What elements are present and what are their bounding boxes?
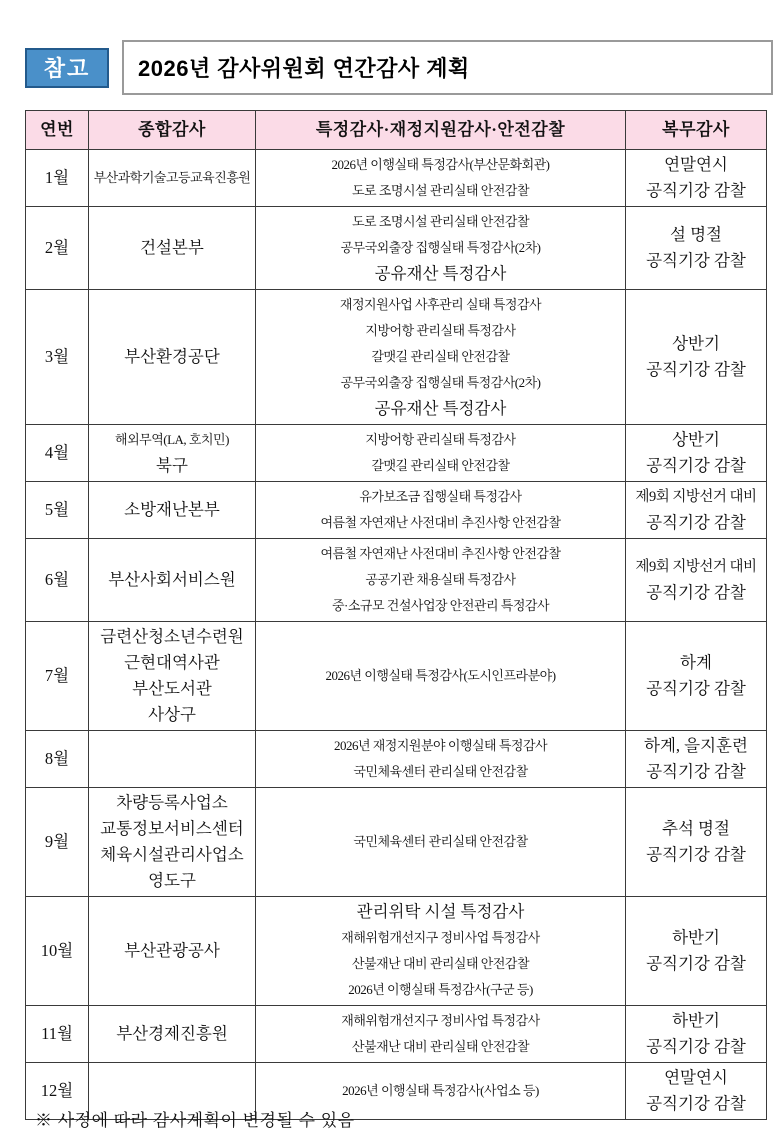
title-box: [122, 40, 773, 95]
cell-general: [89, 482, 256, 539]
cell-duty: [626, 482, 767, 539]
cell-line: 상반기: [672, 430, 720, 449]
cell-line: 공공기관 채용실태 특정감사: [365, 572, 516, 587]
cell-duty: [626, 425, 767, 482]
cell-duty: [626, 788, 767, 897]
cell-line: 공유재산 특정감사: [374, 264, 507, 283]
table-row: [26, 788, 767, 897]
cell-line: 건설본부: [140, 238, 204, 257]
cell-month: 1월: [26, 150, 89, 207]
table-row: [26, 150, 767, 207]
cell-line: 공직기강 감찰: [646, 251, 746, 270]
cell-line: 유가보조금 집행실태 특정감사: [359, 489, 522, 504]
cell-line: 지방어항 관리실태 특정감사: [365, 323, 516, 338]
cell-line: 교통정보서비스센터: [100, 819, 244, 838]
cell-line: 차량등록사업소: [116, 793, 228, 812]
cell-line: 공직기강 감찰: [646, 679, 746, 698]
cell-special: [256, 539, 626, 622]
table-row: [26, 290, 767, 425]
cell-line: 제9회 지방선거 대비: [635, 489, 757, 505]
cell-line: 부산경제진흥원: [116, 1024, 228, 1043]
column-header-special: 특정감사·재정지원감사·안전감찰: [256, 111, 626, 150]
cell-month: 6월: [26, 539, 89, 622]
cell-line: 여름철 자연재난 사전대비 추진사항 안전감찰: [320, 515, 561, 530]
cell-special: [256, 897, 626, 1006]
cell-line: 소방재난본부: [124, 500, 220, 519]
cell-special: [256, 425, 626, 482]
cell-line: 공직기강 감찰: [646, 360, 746, 379]
cell-line: 체육시설관리사업소: [100, 845, 244, 864]
cell-line: 연말연시: [664, 155, 728, 174]
cell-line: 공직기강 감찰: [646, 845, 746, 864]
cell-line: 국민체육센터 관리실태 안전감찰: [353, 764, 528, 779]
table-row: [26, 425, 767, 482]
cell-month: 12월: [26, 1063, 89, 1120]
cell-duty: [626, 622, 767, 731]
cell-line: 2026년 이행실태 특정감사(부산문화회관): [331, 157, 550, 172]
cell-month: 5월: [26, 482, 89, 539]
cell-line: 공직기강 감찰: [646, 583, 746, 602]
cell-line: 공무국외출장 집행실태 특정감사(2차): [340, 375, 541, 390]
cell-duty: [626, 1063, 767, 1120]
cell-month: 4월: [26, 425, 89, 482]
cell-general: [89, 290, 256, 425]
table-row: [26, 1006, 767, 1063]
reference-badge: [25, 48, 109, 88]
cell-line: 갈맷길 관리실태 안전감찰: [371, 349, 510, 364]
cell-month: 10월: [26, 897, 89, 1006]
cell-general: [89, 622, 256, 731]
cell-line: 도로 조명시설 관리실태 안전감찰: [351, 183, 530, 198]
cell-line: 제9회 지방선거 대비: [635, 559, 757, 575]
cell-general: [89, 150, 256, 207]
cell-line: 하계, 을지훈련: [644, 736, 748, 755]
cell-line: 2026년 이행실태 특정감사(사업소 등): [342, 1083, 539, 1098]
column-header-general: 종합감사: [89, 111, 256, 150]
audit-table-body: [26, 150, 767, 1120]
cell-line: 공직기강 감찰: [646, 954, 746, 973]
column-header-month: 연번: [26, 111, 89, 150]
cell-line: 공무국외출장 집행실태 특정감사(2차): [340, 240, 541, 255]
cell-line: 부산과학기술고등교육진흥원: [93, 170, 251, 185]
cell-special: [256, 482, 626, 539]
cell-line: 상반기: [672, 334, 720, 353]
cell-month: 3월: [26, 290, 89, 425]
cell-general: [89, 788, 256, 897]
column-header-duty: 복무감사: [626, 111, 767, 150]
cell-duty: [626, 1006, 767, 1063]
cell-special: [256, 207, 626, 290]
page-title: 2026년 감사위원회 연간감사 계획: [138, 56, 470, 81]
cell-month: 9월: [26, 788, 89, 897]
cell-general: [89, 897, 256, 1006]
cell-line: 재정지원사업 사후관리 실태 특정감사: [339, 297, 542, 312]
cell-line: 근현대역사관: [124, 653, 220, 672]
cell-line: 도로 조명시설 관리실태 안전감찰: [351, 214, 530, 229]
cell-line: 추석 명절: [662, 819, 730, 838]
table-row: [26, 731, 767, 788]
header-band: [25, 40, 773, 95]
cell-line: 하반기: [672, 1011, 720, 1030]
cell-line: 공직기강 감찰: [646, 1037, 746, 1056]
cell-line: 부산환경공단: [124, 347, 220, 366]
cell-line: 공유재산 특정감사: [374, 399, 507, 418]
cell-special: [256, 290, 626, 425]
cell-line: 갈맷길 관리실태 안전감찰: [371, 458, 510, 473]
cell-general: [89, 731, 256, 788]
cell-line: 공직기강 감찰: [646, 1094, 746, 1113]
cell-line: 사상구: [148, 705, 196, 724]
cell-line: 재해위험개선지구 정비사업 특정감사: [341, 1013, 540, 1028]
cell-general: [89, 539, 256, 622]
cell-general: [89, 425, 256, 482]
cell-line: 중·소규모 건설사업장 안전관리 특정감사: [331, 598, 550, 613]
table-row: [26, 539, 767, 622]
cell-line: 하반기: [672, 928, 720, 947]
table-row: [26, 897, 767, 1006]
cell-line: 여름철 자연재난 사전대비 추진사항 안전감찰: [320, 546, 561, 561]
cell-duty: [626, 539, 767, 622]
table-header-row: [26, 111, 767, 150]
cell-line: 관리위탁 시설 특정감사: [356, 902, 525, 921]
cell-line: 공직기강 감찰: [646, 762, 746, 781]
cell-line: 부산관광공사: [124, 941, 220, 960]
cell-special: [256, 788, 626, 897]
cell-month: 8월: [26, 731, 89, 788]
cell-line: 2026년 이행실태 특정감사(구군 등): [348, 982, 533, 997]
annual-audit-plan-table: [25, 110, 767, 1120]
cell-duty: [626, 290, 767, 425]
cell-special: [256, 622, 626, 731]
cell-line: 해외무역(LA, 호치민): [115, 432, 229, 447]
cell-special: [256, 1006, 626, 1063]
cell-line: 지방어항 관리실태 특정감사: [365, 432, 516, 447]
cell-special: [256, 150, 626, 207]
cell-line: 2026년 이행실태 특정감사(도시인프라분야): [325, 668, 556, 683]
cell-duty: [626, 731, 767, 788]
cell-line: 금련산청소년수련원: [100, 627, 244, 646]
cell-duty: [626, 897, 767, 1006]
footnote: ※ 사정에 따라 감사계획이 변경될 수 있음: [35, 1111, 355, 1130]
cell-duty: [626, 150, 767, 207]
cell-line: 공직기강 감찰: [646, 513, 746, 532]
cell-special: [256, 731, 626, 788]
cell-line: 2026년 재정지원분야 이행실태 특정감사: [333, 738, 548, 753]
cell-line: 공직기강 감찰: [646, 456, 746, 475]
cell-month: 7월: [26, 622, 89, 731]
cell-line: 산불재난 대비 관리실태 안전감찰: [351, 1039, 530, 1054]
cell-line: 공직기강 감찰: [646, 181, 746, 200]
cell-line: 하계: [680, 653, 712, 672]
cell-line: 설 명절: [670, 225, 722, 244]
cell-line: 영도구: [148, 871, 196, 890]
cell-month: 11월: [26, 1006, 89, 1063]
reference-badge-label: 참고: [43, 56, 91, 81]
cell-line: 북구: [156, 456, 188, 475]
cell-month: 2월: [26, 207, 89, 290]
cell-general: [89, 1006, 256, 1063]
table-row: [26, 482, 767, 539]
cell-line: 부산도서관: [132, 679, 212, 698]
cell-line: 부산사회서비스원: [108, 570, 236, 589]
cell-line: 국민체육센터 관리실태 안전감찰: [353, 834, 528, 849]
cell-duty: [626, 207, 767, 290]
cell-line: 재해위험개선지구 정비사업 특정감사: [341, 930, 540, 945]
cell-line: 산불재난 대비 관리실태 안전감찰: [351, 956, 530, 971]
table-row: [26, 207, 767, 290]
cell-general: [89, 207, 256, 290]
cell-line: 연말연시: [664, 1068, 728, 1087]
table-row: [26, 622, 767, 731]
